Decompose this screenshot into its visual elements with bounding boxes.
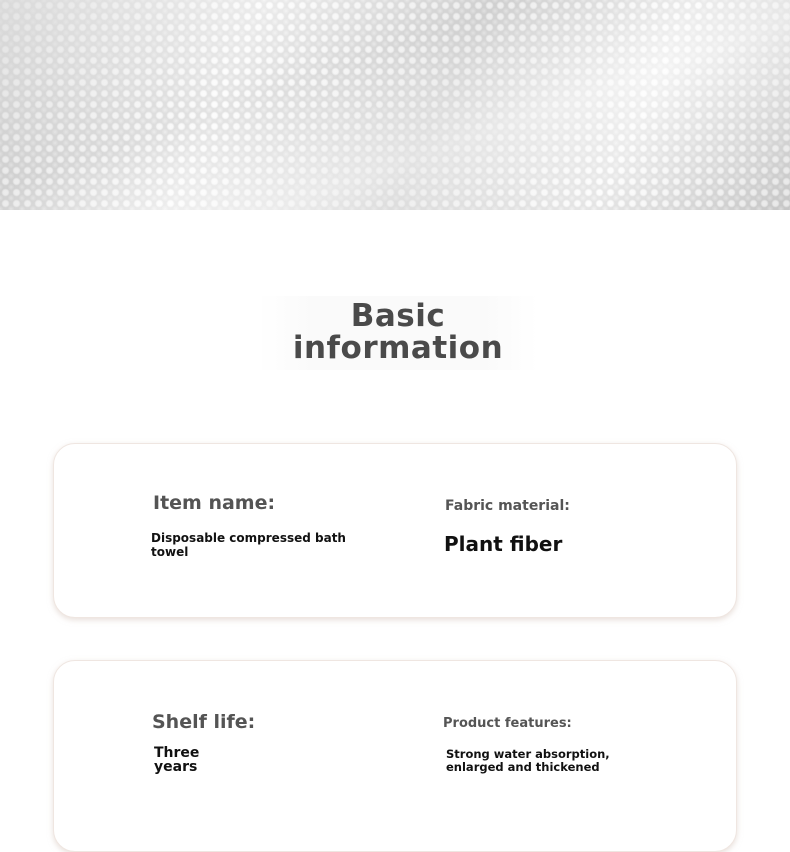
info-card-shelf xyxy=(53,660,737,852)
shelf-life-value-line-1: Three xyxy=(154,745,200,761)
product-features-value-line-1: Strong water absorption, xyxy=(446,747,610,761)
item-name-value xyxy=(151,531,346,559)
shelf-life-label: Shelf life: xyxy=(152,711,256,733)
towel-texture-image xyxy=(0,0,790,210)
section-title-line-2: information xyxy=(292,330,504,366)
shelf-life-value-line-2: years xyxy=(154,759,198,775)
section-title xyxy=(258,296,538,364)
section-title-line-1: Basic xyxy=(350,298,446,334)
info-card-item xyxy=(53,443,737,618)
product-features-label: Product features: xyxy=(443,716,572,731)
item-name-value-line-2: towel xyxy=(151,545,189,559)
product-features-value xyxy=(446,748,610,774)
product-features-value-line-2: enlarged and thickened xyxy=(446,760,600,774)
shelf-life-value xyxy=(154,746,199,774)
fabric-material-value: Plant fiber xyxy=(444,532,563,556)
fabric-material-label: Fabric material: xyxy=(445,498,570,514)
section-heading xyxy=(258,296,538,370)
item-name-value-line-1: Disposable compressed bath xyxy=(151,531,346,545)
item-name-label: Item name: xyxy=(153,492,276,514)
